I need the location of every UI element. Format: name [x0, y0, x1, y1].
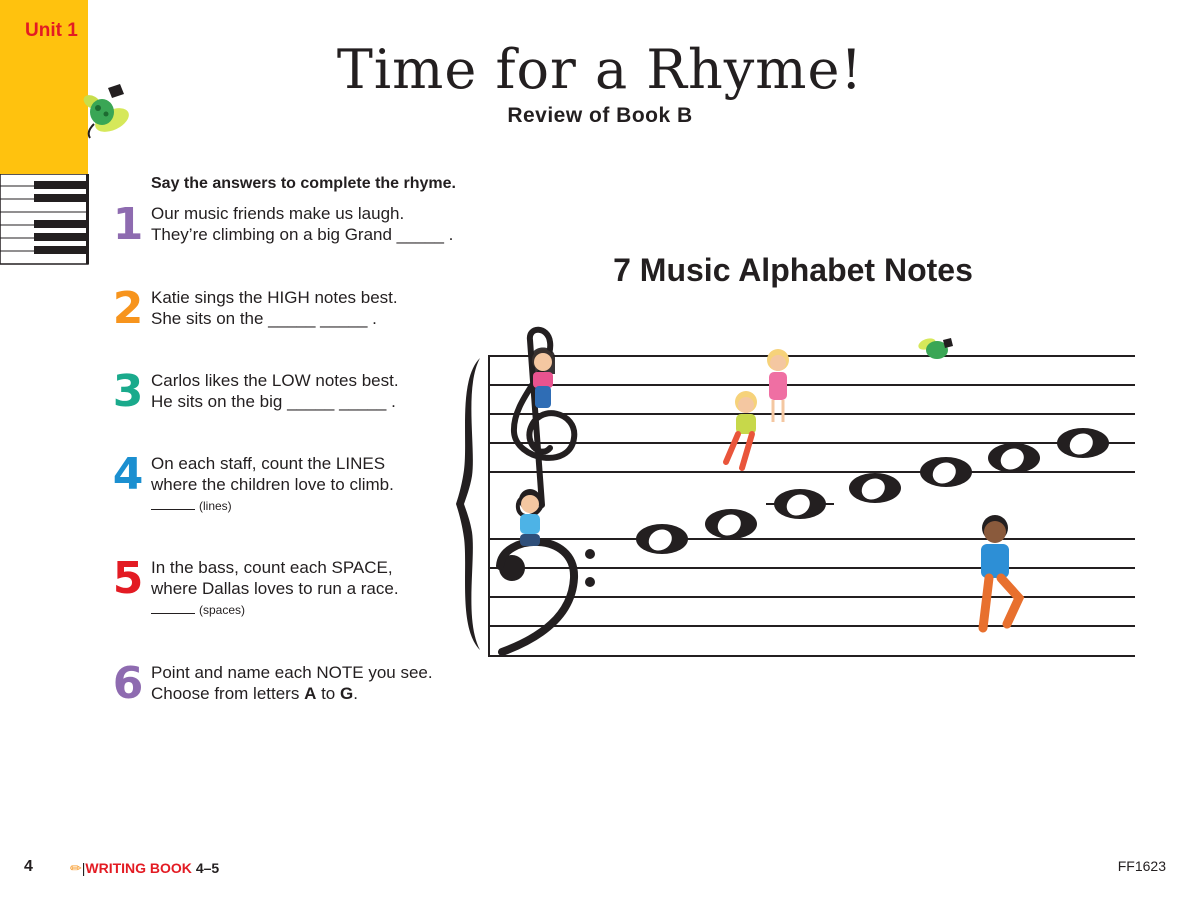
answer-blank [151, 603, 245, 617]
question-line: She sits on the _____ _____ . [151, 309, 377, 328]
answer-blank [151, 499, 232, 513]
question-text [151, 453, 394, 495]
question-number: 3 [112, 366, 144, 417]
page-number: 4 [24, 858, 33, 875]
blank-underline [151, 509, 195, 510]
staff-title: 7 Music Alphabet Notes [613, 252, 973, 288]
instructions: Say the answers to complete the rhyme. [151, 175, 456, 192]
question-number: 1 [112, 199, 144, 250]
grand-staff [450, 320, 1150, 670]
whole-note [849, 473, 901, 504]
question-line: They’re climbing on a big Grand _____ . [151, 225, 454, 244]
question-number: 5 [112, 553, 144, 604]
question-line: On each staff, count the LINES [151, 454, 386, 473]
footer-book-label [70, 860, 219, 877]
small-bug-icon [915, 330, 955, 364]
text-run: to [316, 684, 340, 703]
footer-divider: | [81, 860, 86, 876]
text-run: Choose from letters [151, 684, 305, 703]
question-line: Carlos likes the LOW notes best. [151, 371, 399, 390]
letter-g: G [339, 684, 354, 703]
question-line: where the children love to climb. [151, 475, 394, 494]
book-name: WRITING BOOK [85, 860, 192, 876]
text-run: . [353, 684, 358, 703]
child-girl-yellow-icon [726, 391, 757, 468]
page-subtitle: Review of Book B [507, 104, 693, 127]
whole-note [988, 443, 1040, 474]
question-number: 4 [112, 449, 144, 500]
child-boy-middle-icon [519, 489, 541, 546]
question-line [151, 683, 433, 704]
question-number: 2 [112, 283, 144, 334]
question-text [151, 287, 398, 329]
question-line: where Dallas loves to run a race. [151, 579, 399, 598]
question-line: Point and name each NOTE you see. [151, 663, 433, 682]
question-text [151, 662, 433, 704]
whole-note [1057, 428, 1109, 459]
pencil-icon: ✏ [70, 860, 82, 876]
blank-label: (spaces) [199, 603, 246, 617]
question-number: 6 [112, 658, 144, 709]
whole-note [636, 524, 688, 555]
question-line: Katie sings the HIGH notes best. [151, 288, 398, 307]
note-group [636, 428, 1109, 555]
question-text [151, 370, 399, 412]
question-text [151, 557, 399, 599]
child-boy-low-icon [981, 515, 1019, 628]
bass-staff-lines [488, 539, 1135, 656]
blank-underline [151, 613, 195, 614]
product-code: FF1623 [1117, 858, 1166, 874]
child-girl-high-icon [767, 349, 789, 422]
whole-note [766, 489, 834, 520]
blank-label: (lines) [199, 499, 232, 513]
question-line: He sits on the big _____ _____ . [151, 392, 396, 411]
question-line: Our music friends make us laugh. [151, 204, 405, 223]
piano-keys-icon [0, 174, 92, 266]
whole-note [705, 509, 757, 540]
unit-label: Unit 1 [25, 20, 78, 41]
question-text [151, 203, 453, 245]
book-range: 4–5 [195, 860, 220, 876]
page-title: Time for a Rhyme! [336, 38, 864, 101]
whole-note [920, 457, 972, 488]
question-line: In the bass, count each SPACE, [151, 558, 393, 577]
brace-icon [456, 358, 480, 650]
letter-a: A [304, 684, 317, 703]
